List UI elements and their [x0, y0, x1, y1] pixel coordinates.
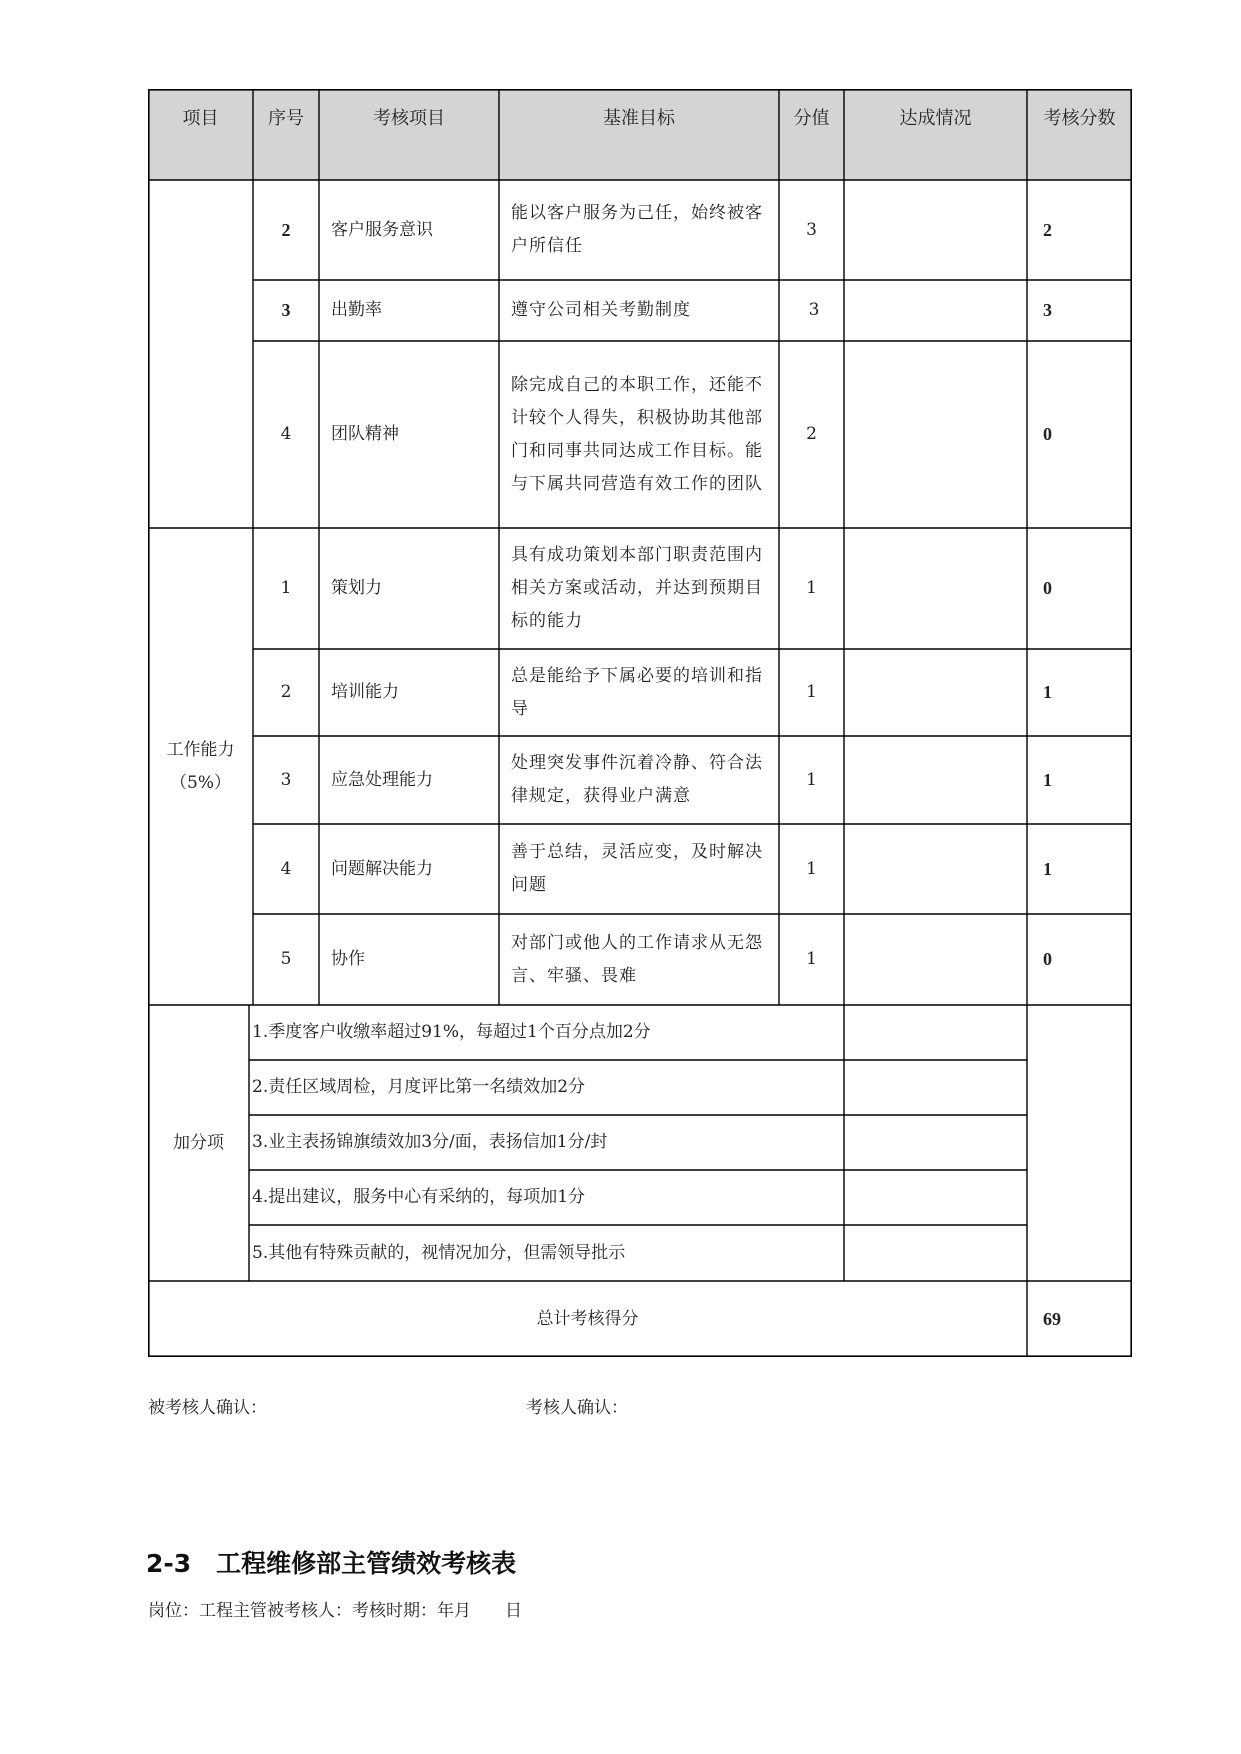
- row-number: 2: [280, 682, 292, 702]
- row-goal: 能以客户服务为己任，始终被客户所信任: [511, 203, 763, 256]
- row-weight: 3: [808, 300, 820, 320]
- row-goal: 善于总结，灵活应变，及时解决问题: [511, 842, 763, 895]
- row-item: 应急处理能力: [331, 769, 433, 790]
- row-item: 团队精神: [331, 424, 399, 444]
- row-weight: 1: [806, 858, 817, 879]
- row-item: 客户服务意识: [331, 219, 433, 240]
- row-number: 2: [281, 219, 291, 240]
- row-weight: 2: [806, 424, 817, 444]
- row-number: 3: [281, 300, 291, 320]
- total-label: 总计考核得分: [536, 1308, 639, 1329]
- row-weight: 1: [806, 682, 817, 702]
- row-number: 1: [280, 578, 292, 598]
- row-weight: 3: [806, 219, 817, 240]
- row-item: 培训能力: [331, 682, 399, 702]
- row-score: 0: [1043, 949, 1052, 969]
- section-info: 岗位：工程主管被考核人：考核时期：年月 日: [148, 1601, 522, 1621]
- row-number: 5: [280, 949, 292, 969]
- row-number: 3: [280, 769, 292, 790]
- appraisee-confirm: 被考核人确认：: [148, 1398, 267, 1418]
- row-score: 1: [1043, 858, 1052, 879]
- group-work-ability: [148, 528, 253, 1005]
- row-weight: 1: [806, 769, 817, 790]
- header-cell-weight: 分值: [793, 107, 830, 129]
- row-goal: 除完成自己的本职工作，还能不计较个人得失，积极协助其他部门和同事共同达成工作目标。能与下属共同营造有效工作的团队: [511, 374, 763, 494]
- row-goal: 对部门或他人的工作请求从无怨言、牢骚、畏难: [511, 932, 763, 986]
- header-cell-number: 序号: [268, 107, 304, 129]
- bonus-item: 1.季度客户收缴率超过91%，每超过1个百分点加2分: [252, 1022, 651, 1042]
- row-goal: 具有成功策划本部门职责范围内相关方案或活动，并达到预期目标的能力: [511, 545, 763, 631]
- row-score: 1: [1043, 769, 1052, 790]
- row-item: 策划力: [331, 578, 382, 598]
- row-item: 问题解决能力: [331, 858, 433, 879]
- header-cell-result: 达成情况: [899, 107, 972, 129]
- row-score: 0: [1043, 424, 1052, 444]
- row-item: 协作: [331, 949, 365, 969]
- appraisal-table: [148, 89, 1132, 1357]
- bonus-item: 4.提出建议，服务中心有采纳的，每项加1分: [252, 1187, 586, 1207]
- header-cell-score: 考核分数: [1043, 107, 1116, 129]
- row-weight: 1: [806, 949, 817, 969]
- row-goal: 总是能给予下属必要的培训和指导: [511, 665, 763, 719]
- group-label: 工作能力: [166, 739, 235, 760]
- section-title: 2-3 工程维修部主管绩效考核表: [146, 1549, 517, 1578]
- row-item: 出勤率: [331, 300, 382, 320]
- header-cell-category: 项目: [182, 107, 219, 129]
- row-goal: 遵守公司相关考勤制度: [511, 300, 691, 320]
- row-weight: 1: [806, 578, 817, 598]
- header-cell-item: 考核项目: [373, 107, 445, 129]
- header-cell-goal: 基准目标: [603, 107, 675, 129]
- row-goal: 处理突发事件沉着冷静、符合法律规定，获得业户满意: [511, 753, 763, 806]
- bonus-label: 加分项: [173, 1132, 224, 1153]
- appraiser-confirm: 考核人确认：: [526, 1398, 628, 1418]
- bonus-item: 3.业主表扬锦旗绩效加3分/面，表扬信加1分/封: [252, 1132, 608, 1152]
- row-number: 4: [280, 858, 292, 879]
- row-number: 4: [280, 424, 292, 444]
- bonus-item: 2.责任区域周检，月度评比第一名绩效加2分: [252, 1077, 586, 1097]
- row-score: 2: [1043, 219, 1052, 240]
- bonus-item: 5.其他有特殊贡献的，视情况加分，但需领导批示: [252, 1242, 626, 1263]
- row-score: 3: [1043, 300, 1052, 320]
- group-weight: （5%）: [170, 772, 231, 793]
- row-score: 0: [1043, 578, 1052, 598]
- total-score: 69: [1043, 1308, 1061, 1329]
- row-score: 1: [1043, 682, 1052, 702]
